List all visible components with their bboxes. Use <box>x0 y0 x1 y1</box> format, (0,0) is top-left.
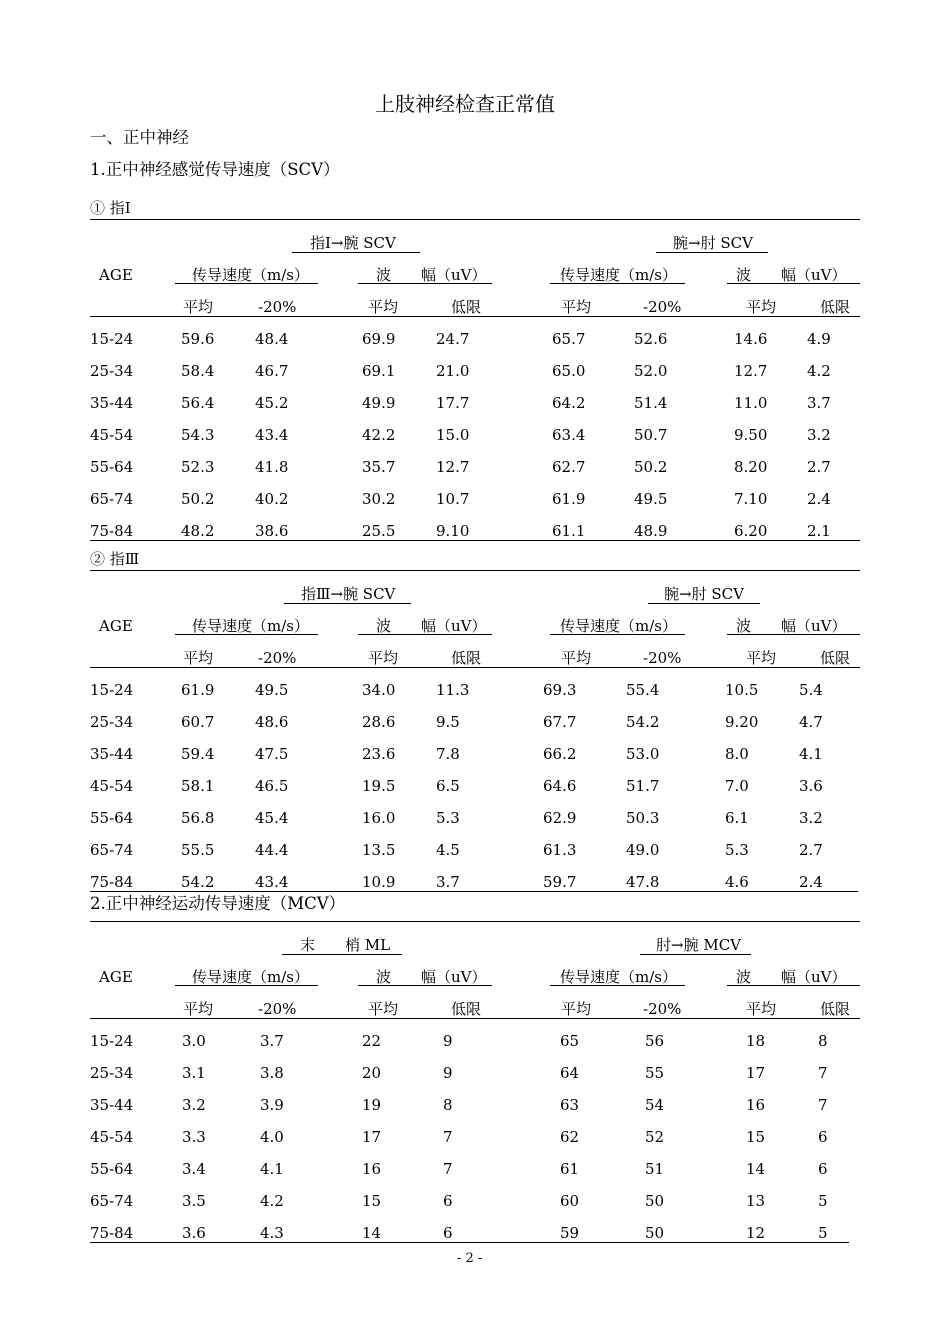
mean-header: 平均 <box>183 649 214 667</box>
table-cell: 3.0 <box>182 1032 206 1050</box>
low-limit-header: 低限 <box>820 298 851 316</box>
table-cell: 3.2 <box>799 809 823 827</box>
table-cell: 6 <box>818 1128 828 1146</box>
table-cell: 5 <box>818 1224 828 1242</box>
subheader-underline <box>727 283 860 284</box>
table-bottom-rule <box>90 540 860 541</box>
table-cell: 4.2 <box>807 362 831 380</box>
table-cell: 16.0 <box>362 809 396 827</box>
table-cell: 46.7 <box>255 362 289 380</box>
group-header-left: 指Ⅰ→腕 SCV <box>310 234 396 252</box>
table-cell: 44.4 <box>255 841 289 859</box>
table-cell: 34.0 <box>362 681 396 699</box>
table-cell: 8.0 <box>725 745 749 763</box>
table-cell: 16 <box>362 1160 382 1178</box>
table-cell: 52.3 <box>181 458 215 476</box>
table-cell: 3.2 <box>807 426 831 444</box>
amplitude-header: 波 幅（uV） <box>376 968 487 986</box>
age-cell: 75-84 <box>90 1224 134 1242</box>
table-label: ① 指Ⅰ <box>90 199 131 217</box>
table-cell: 56.8 <box>181 809 215 827</box>
age-cell: 65-74 <box>90 841 134 859</box>
table-cell: 65.0 <box>552 362 586 380</box>
table-cell: 50.2 <box>181 490 215 508</box>
table-cell: 7.10 <box>734 490 768 508</box>
table-cell: 8.20 <box>734 458 768 476</box>
table-cell: 48.9 <box>634 522 668 540</box>
age-cell: 75-84 <box>90 522 134 540</box>
table-cell: 4.6 <box>725 873 749 891</box>
table-cell: 7.8 <box>436 745 460 763</box>
table-cell: 45.4 <box>255 809 289 827</box>
mean-header: 平均 <box>183 1000 214 1018</box>
table-cell: 6 <box>818 1160 828 1178</box>
age-header: AGE <box>99 617 133 635</box>
table-cell: 9.5 <box>436 713 460 731</box>
page-title: 上肢神经检查正常值 <box>375 92 555 116</box>
mean-header: 平均 <box>746 1000 777 1018</box>
table-cell: 46.5 <box>255 777 289 795</box>
minus20-header: -20% <box>258 298 297 316</box>
table-cell: 59 <box>560 1224 580 1242</box>
table-cell: 50 <box>645 1192 665 1210</box>
table-cell: 10.5 <box>725 681 759 699</box>
table-cell: 3.7 <box>807 394 831 412</box>
table-cell: 45.2 <box>255 394 289 412</box>
age-cell: 35-44 <box>90 394 134 412</box>
table-label: ② 指Ⅲ <box>90 550 140 568</box>
mean-header: 平均 <box>561 1000 592 1018</box>
subheader-underline <box>727 634 860 635</box>
group-header-underline <box>656 252 768 253</box>
table-cell: 3.7 <box>260 1032 284 1050</box>
table-cell: 62.9 <box>543 809 577 827</box>
subheader-underline <box>358 283 492 284</box>
table-cell: 58.4 <box>181 362 215 380</box>
age-cell: 35-44 <box>90 745 134 763</box>
mcv-heading: 2.正中神经运动传导速度（MCV） <box>90 894 346 913</box>
table-cell: 4.2 <box>260 1192 284 1210</box>
age-cell: 45-54 <box>90 1128 134 1146</box>
amplitude-header: 波 幅（uV） <box>736 266 847 284</box>
table-cell: 7 <box>818 1096 828 1114</box>
table-cell: 55.4 <box>626 681 660 699</box>
speed-header: 传导速度（m/s） <box>560 617 677 635</box>
amplitude-header: 波 幅（uV） <box>376 617 487 635</box>
table-cell: 63 <box>560 1096 580 1114</box>
amplitude-header: 波 幅（uV） <box>736 968 847 986</box>
table-cell: 9.50 <box>734 426 768 444</box>
table-cell: 9 <box>443 1064 453 1082</box>
table-cell: 49.5 <box>255 681 289 699</box>
minus20-header: -20% <box>643 649 682 667</box>
speed-header: 传导速度（m/s） <box>192 968 309 986</box>
mean-header: 平均 <box>368 298 399 316</box>
table-cell: 23.6 <box>362 745 396 763</box>
table-cell: 11.0 <box>734 394 768 412</box>
subheader-underline <box>175 634 318 635</box>
subheader-underline <box>175 985 318 986</box>
table-cell: 21.0 <box>436 362 470 380</box>
table-cell: 19.5 <box>362 777 396 795</box>
table-cell: 10.9 <box>362 873 396 891</box>
table-cell: 61.1 <box>552 522 586 540</box>
age-header: AGE <box>99 266 133 284</box>
table-cell: 12.7 <box>436 458 470 476</box>
mean-header: 平均 <box>183 298 214 316</box>
table-cell: 54.3 <box>181 426 215 444</box>
table-cell: 3.6 <box>182 1224 206 1242</box>
table-cell: 8 <box>443 1096 453 1114</box>
amplitude-header: 波 幅（uV） <box>736 617 847 635</box>
table-cell: 54.2 <box>626 713 660 731</box>
table-cell: 22 <box>362 1032 382 1050</box>
table-cell: 6.20 <box>734 522 768 540</box>
table-cell: 56 <box>645 1032 665 1050</box>
table-cell: 28.6 <box>362 713 396 731</box>
age-cell: 15-24 <box>90 1032 134 1050</box>
table-cell: 69.1 <box>362 362 396 380</box>
table-cell: 6.5 <box>436 777 460 795</box>
subheader-underline <box>550 985 685 986</box>
table-cell: 50.7 <box>634 426 668 444</box>
table-cell: 19 <box>362 1096 382 1114</box>
table-cell: 64.6 <box>543 777 577 795</box>
age-cell: 15-24 <box>90 681 134 699</box>
table-cell: 14 <box>746 1160 766 1178</box>
group-header-underline <box>292 252 420 253</box>
table-cell: 2.7 <box>799 841 823 859</box>
low-limit-header: 低限 <box>820 1000 851 1018</box>
table-cell: 67.7 <box>543 713 577 731</box>
table-cell: 6 <box>443 1224 453 1242</box>
table-bottom-rule <box>90 1242 849 1243</box>
header-bottom-rule <box>90 667 860 668</box>
table-cell: 17.7 <box>436 394 470 412</box>
table-cell: 52.6 <box>634 330 668 348</box>
age-cell: 55-64 <box>90 458 134 476</box>
table-cell: 65 <box>560 1032 580 1050</box>
group-header-left: 指Ⅲ→腕 SCV <box>301 585 396 603</box>
subheader-underline <box>727 985 860 986</box>
table-cell: 10.7 <box>436 490 470 508</box>
minus20-header: -20% <box>643 298 682 316</box>
low-limit-header: 低限 <box>451 298 482 316</box>
table-cell: 20 <box>362 1064 382 1082</box>
low-limit-header: 低限 <box>451 649 482 667</box>
mean-header: 平均 <box>368 649 399 667</box>
table-cell: 4.1 <box>260 1160 284 1178</box>
table-cell: 69.9 <box>362 330 396 348</box>
table-top-rule <box>90 219 860 220</box>
table-cell: 48.6 <box>255 713 289 731</box>
table-cell: 6.1 <box>725 809 749 827</box>
table-cell: 14.6 <box>734 330 768 348</box>
speed-header: 传导速度（m/s） <box>560 968 677 986</box>
group-header-right: 肘→腕 MCV <box>656 936 742 954</box>
table-cell: 5 <box>818 1192 828 1210</box>
page-number: - 2 - <box>457 1251 483 1266</box>
age-cell: 25-34 <box>90 1064 134 1082</box>
low-limit-header: 低限 <box>451 1000 482 1018</box>
header-bottom-rule <box>90 316 860 317</box>
mean-header: 平均 <box>368 1000 399 1018</box>
table-cell: 54.2 <box>181 873 215 891</box>
table-cell: 43.4 <box>255 426 289 444</box>
table-cell: 69.3 <box>543 681 577 699</box>
table-cell: 47.5 <box>255 745 289 763</box>
table-cell: 50 <box>645 1224 665 1242</box>
table-cell: 7 <box>443 1160 453 1178</box>
age-cell: 35-44 <box>90 1096 134 1114</box>
table-cell: 9.20 <box>725 713 759 731</box>
table-cell: 9 <box>443 1032 453 1050</box>
table-cell: 63.4 <box>552 426 586 444</box>
table-cell: 47.8 <box>626 873 660 891</box>
table-cell: 15 <box>362 1192 382 1210</box>
amplitude-header: 波 幅（uV） <box>376 266 487 284</box>
group-header-underline <box>648 603 760 604</box>
table-top-rule <box>90 921 860 922</box>
age-cell: 25-34 <box>90 713 134 731</box>
table-cell: 59.7 <box>543 873 577 891</box>
table-cell: 13 <box>746 1192 766 1210</box>
group-header-left: 末 梢 ML <box>300 936 391 954</box>
age-cell: 55-64 <box>90 809 134 827</box>
group-header-underline <box>284 603 411 604</box>
table-cell: 64 <box>560 1064 580 1082</box>
table-cell: 52 <box>645 1128 665 1146</box>
table-cell: 3.7 <box>436 873 460 891</box>
table-cell: 58.1 <box>181 777 215 795</box>
table-cell: 49.0 <box>626 841 660 859</box>
table-cell: 38.6 <box>255 522 289 540</box>
mean-header: 平均 <box>746 298 777 316</box>
table-cell: 16 <box>746 1096 766 1114</box>
section-heading: 一、正中神经 <box>90 128 189 147</box>
table-cell: 2.4 <box>807 490 831 508</box>
table-cell: 12 <box>746 1224 766 1242</box>
table-cell: 53.0 <box>626 745 660 763</box>
table-cell: 30.2 <box>362 490 396 508</box>
table-cell: 56.4 <box>181 394 215 412</box>
table-cell: 6 <box>443 1192 453 1210</box>
table-cell: 3.6 <box>799 777 823 795</box>
age-cell: 75-84 <box>90 873 134 891</box>
table-cell: 18 <box>746 1032 766 1050</box>
table-cell: 50.2 <box>634 458 668 476</box>
age-cell: 65-74 <box>90 490 134 508</box>
subheader-underline <box>550 283 685 284</box>
table-cell: 50.3 <box>626 809 660 827</box>
table-cell: 40.2 <box>255 490 289 508</box>
table-cell: 51 <box>645 1160 665 1178</box>
table-cell: 8 <box>818 1032 828 1050</box>
table-cell: 60.7 <box>181 713 215 731</box>
table-cell: 3.4 <box>182 1160 206 1178</box>
table-cell: 2.4 <box>799 873 823 891</box>
table-bottom-rule <box>90 891 858 892</box>
table-cell: 5.3 <box>725 841 749 859</box>
table-cell: 35.7 <box>362 458 396 476</box>
table-cell: 3.1 <box>182 1064 206 1082</box>
age-cell: 65-74 <box>90 1192 134 1210</box>
table-cell: 54 <box>645 1096 665 1114</box>
table-cell: 52.0 <box>634 362 668 380</box>
table-cell: 25.5 <box>362 522 396 540</box>
table-cell: 17 <box>362 1128 382 1146</box>
table-cell: 2.7 <box>807 458 831 476</box>
table-cell: 59.4 <box>181 745 215 763</box>
age-header: AGE <box>99 968 133 986</box>
table-cell: 48.2 <box>181 522 215 540</box>
table-cell: 4.1 <box>799 745 823 763</box>
table-cell: 51.7 <box>626 777 660 795</box>
table-cell: 3.9 <box>260 1096 284 1114</box>
table-cell: 3.5 <box>182 1192 206 1210</box>
table-cell: 4.3 <box>260 1224 284 1242</box>
subheader-underline <box>358 634 492 635</box>
table-cell: 9.10 <box>436 522 470 540</box>
table-cell: 60 <box>560 1192 580 1210</box>
group-header-right: 腕→肘 SCV <box>664 585 744 603</box>
table-cell: 66.2 <box>543 745 577 763</box>
table-cell: 24.7 <box>436 330 470 348</box>
table-cell: 12.7 <box>734 362 768 380</box>
table-cell: 3.3 <box>182 1128 206 1146</box>
age-cell: 55-64 <box>90 1160 134 1178</box>
table-cell: 43.4 <box>255 873 289 891</box>
table-cell: 15 <box>746 1128 766 1146</box>
minus20-header: -20% <box>258 1000 297 1018</box>
table-cell: 11.3 <box>436 681 470 699</box>
table-cell: 61.9 <box>181 681 215 699</box>
table-cell: 61.9 <box>552 490 586 508</box>
group-header-underline <box>282 954 402 955</box>
table-cell: 62.7 <box>552 458 586 476</box>
table-top-rule <box>90 570 860 571</box>
group-header-underline <box>640 954 751 955</box>
group-header-right: 腕→肘 SCV <box>673 234 753 252</box>
table-cell: 5.4 <box>799 681 823 699</box>
table-cell: 51.4 <box>634 394 668 412</box>
table-cell: 59.6 <box>181 330 215 348</box>
mean-header: 平均 <box>746 649 777 667</box>
table-cell: 55.5 <box>181 841 215 859</box>
scv-heading: 1.正中神经感觉传导速度（SCV） <box>90 160 340 179</box>
mean-header: 平均 <box>561 649 592 667</box>
table-cell: 64.2 <box>552 394 586 412</box>
table-cell: 55 <box>645 1064 665 1082</box>
table-cell: 65.7 <box>552 330 586 348</box>
age-cell: 45-54 <box>90 426 134 444</box>
table-cell: 48.4 <box>255 330 289 348</box>
table-cell: 14 <box>362 1224 382 1242</box>
table-cell: 42.2 <box>362 426 396 444</box>
speed-header: 传导速度（m/s） <box>560 266 677 284</box>
table-cell: 5.3 <box>436 809 460 827</box>
table-cell: 4.7 <box>799 713 823 731</box>
table-cell: 7 <box>443 1128 453 1146</box>
mean-header: 平均 <box>561 298 592 316</box>
subheader-underline <box>358 985 492 986</box>
header-bottom-rule <box>90 1018 860 1019</box>
low-limit-header: 低限 <box>820 649 851 667</box>
table-cell: 13.5 <box>362 841 396 859</box>
table-cell: 3.8 <box>260 1064 284 1082</box>
age-cell: 15-24 <box>90 330 134 348</box>
table-cell: 4.0 <box>260 1128 284 1146</box>
minus20-header: -20% <box>258 649 297 667</box>
table-cell: 7.0 <box>725 777 749 795</box>
speed-header: 传导速度（m/s） <box>192 266 309 284</box>
table-cell: 4.5 <box>436 841 460 859</box>
table-cell: 7 <box>818 1064 828 1082</box>
table-cell: 2.1 <box>807 522 831 540</box>
table-cell: 49.9 <box>362 394 396 412</box>
table-cell: 61.3 <box>543 841 577 859</box>
table-cell: 61 <box>560 1160 580 1178</box>
table-cell: 41.8 <box>255 458 289 476</box>
speed-header: 传导速度（m/s） <box>192 617 309 635</box>
subheader-underline <box>550 634 685 635</box>
table-cell: 62 <box>560 1128 580 1146</box>
age-cell: 45-54 <box>90 777 134 795</box>
table-cell: 49.5 <box>634 490 668 508</box>
table-cell: 3.2 <box>182 1096 206 1114</box>
subheader-underline <box>175 283 318 284</box>
age-cell: 25-34 <box>90 362 134 380</box>
table-cell: 17 <box>746 1064 766 1082</box>
table-cell: 15.0 <box>436 426 470 444</box>
minus20-header: -20% <box>643 1000 682 1018</box>
table-cell: 4.9 <box>807 330 831 348</box>
